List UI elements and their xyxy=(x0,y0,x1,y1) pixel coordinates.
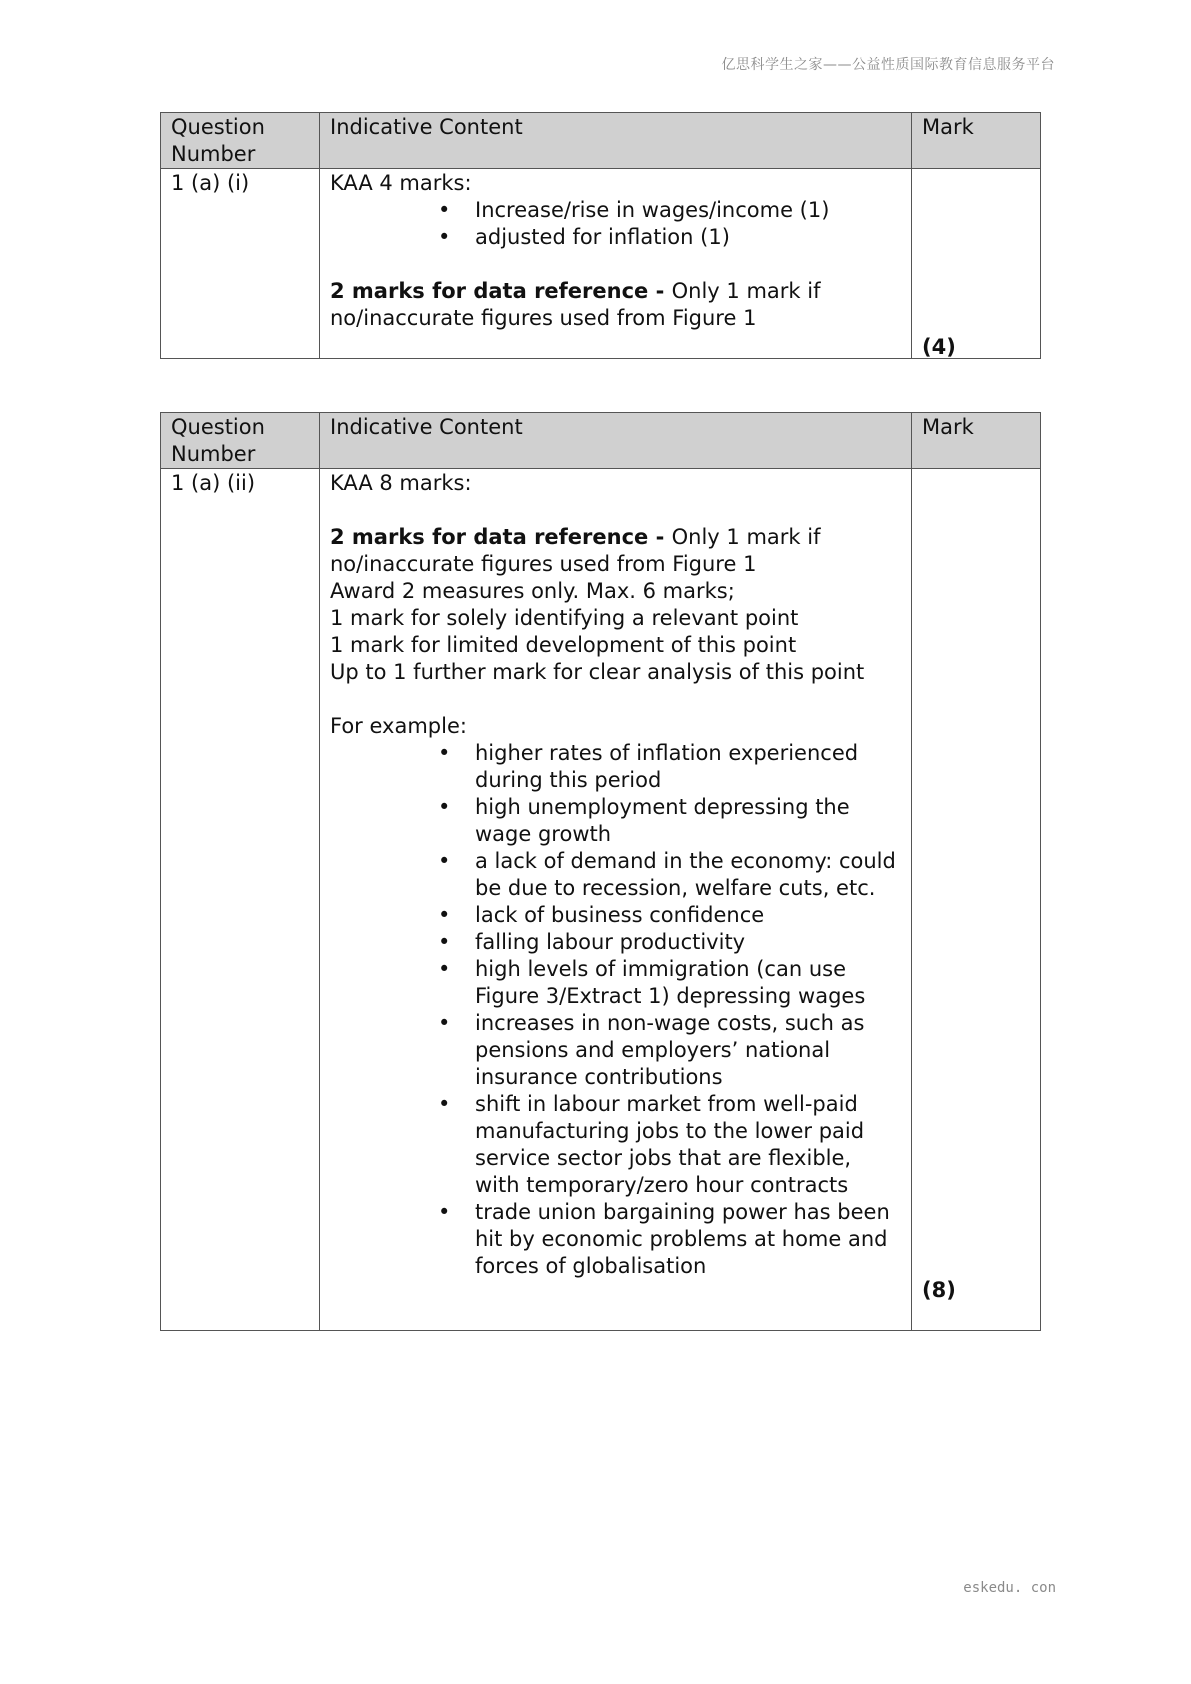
question-number-header: Question Number xyxy=(161,413,320,469)
mark-cell xyxy=(912,469,1041,1331)
table-row xyxy=(161,169,1041,359)
list-item: • increases in non-wage costs, such as pensions and employers’ national insurance contributions xyxy=(475,1010,901,1091)
mark-value: (8) xyxy=(922,1278,956,1302)
list-item: • trade union bargaining power has been hit by economic problems at home and forces of globalisation xyxy=(475,1199,901,1280)
mark-header: Mark xyxy=(912,113,1041,169)
kaa-marks-intro: KAA 8 marks: xyxy=(330,471,472,495)
mark-scheme-table-1a-ii xyxy=(160,412,1041,1331)
data-reference-note xyxy=(330,524,901,578)
data-reference-text: Only 1 mark if no/inaccurate figures used from Figure 1 xyxy=(330,279,821,330)
data-reference-bold: 2 marks for data reference - xyxy=(330,279,672,303)
indicative-content xyxy=(320,469,912,1331)
data-reference-bold: 2 marks for data reference - xyxy=(330,525,672,549)
indicative-content-header: Indicative Content xyxy=(320,113,912,169)
list-item: • falling labour productivity xyxy=(475,929,901,956)
answer-points-list xyxy=(330,197,901,251)
question-number: 1 (a) (ii) xyxy=(161,469,320,1331)
example-intro: For example: xyxy=(330,714,467,738)
kaa-marks-intro: KAA 4 marks: xyxy=(330,171,472,195)
question-number: 1 (a) (i) xyxy=(161,169,320,359)
indicative-content xyxy=(320,169,912,359)
list-item: • a lack of demand in the economy: could be due to recession, welfare cuts, etc. xyxy=(475,848,901,902)
mark-header: Mark xyxy=(912,413,1041,469)
data-reference-text: Only 1 mark if no/inaccurate figures used from Figure 1 xyxy=(330,525,821,576)
list-item: • shift in labour market from well-paid manufacturing jobs to the lower paid service sector jobs that are flexible, with temporary/zero hour contracts xyxy=(475,1091,901,1199)
marking-rule: 1 mark for solely identifying a relevant point xyxy=(330,606,799,630)
list-item: • Increase/rise in wages/income (1) xyxy=(475,197,901,224)
question-number-header: Question Number xyxy=(161,113,320,169)
footer-watermark: eskedu. con xyxy=(963,1580,1056,1596)
table-header-row xyxy=(161,413,1041,469)
list-item: • adjusted for inflation (1) xyxy=(475,224,901,251)
marking-rule: 1 mark for limited development of this point xyxy=(330,633,797,657)
mark-scheme-table-1a-i xyxy=(160,112,1041,359)
mark-cell xyxy=(912,169,1041,359)
list-item: • high levels of immigration (can use Figure 3/Extract 1) depressing wages xyxy=(475,956,901,1010)
marking-rule: Award 2 measures only. Max. 6 marks; xyxy=(330,579,735,603)
mark-value: (4) xyxy=(922,335,956,359)
list-item: • higher rates of inflation experienced during this period xyxy=(475,740,901,794)
list-item: • high unemployment depressing the wage growth xyxy=(475,794,901,848)
answer-points-list xyxy=(330,740,901,1280)
list-item: • lack of business confidence xyxy=(475,902,901,929)
indicative-content-header: Indicative Content xyxy=(320,413,912,469)
data-reference-note xyxy=(330,278,901,332)
table-row xyxy=(161,469,1041,1331)
marking-rule: Up to 1 further mark for clear analysis of this point xyxy=(330,660,865,684)
header-watermark: 亿思科学生之家——公益性质国际教育信息服务平台 xyxy=(721,57,1055,73)
table-header-row xyxy=(161,113,1041,169)
